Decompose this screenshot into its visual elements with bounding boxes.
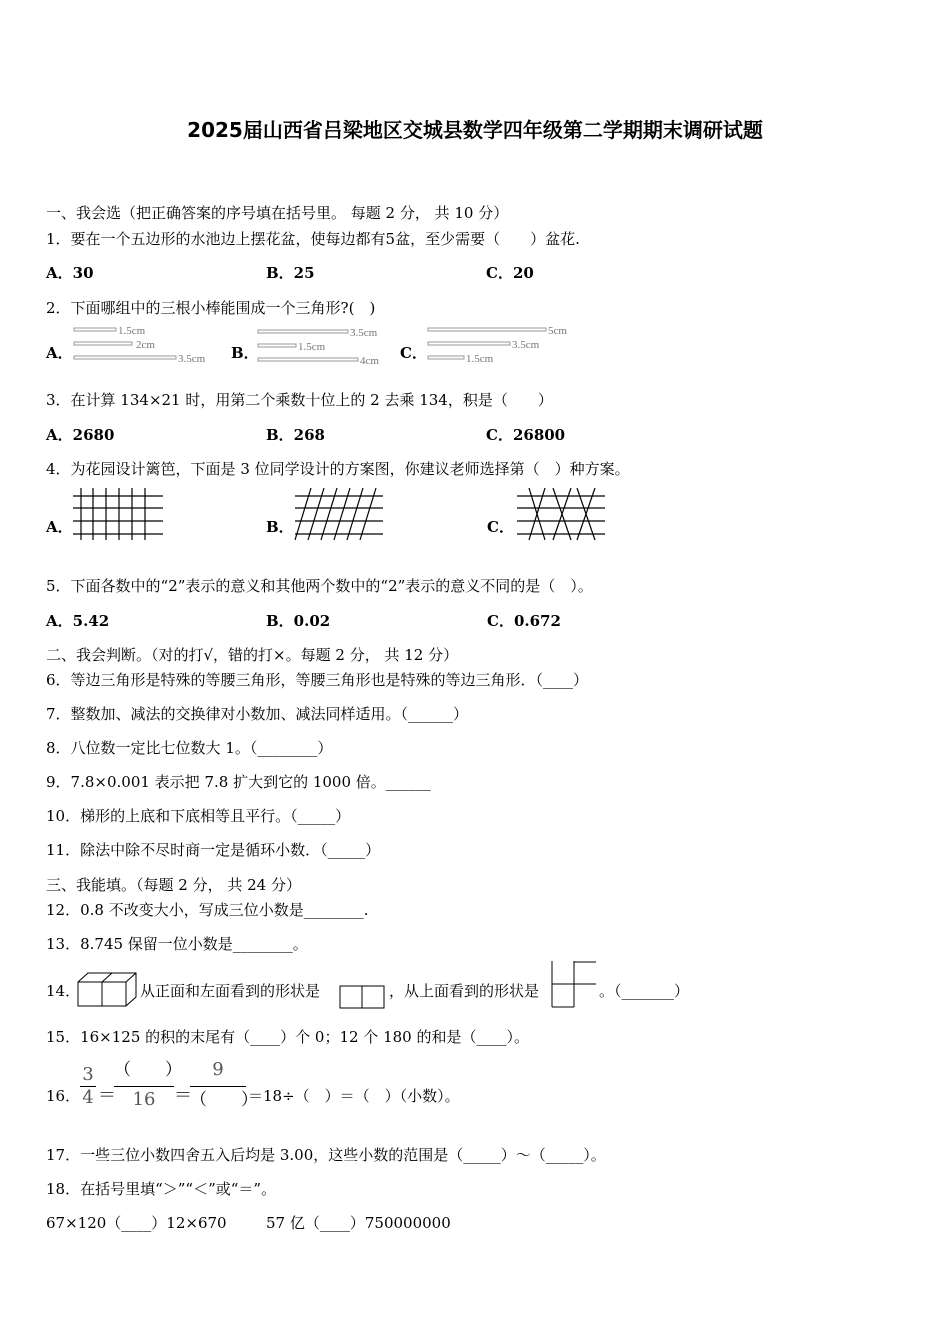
q2-c-label-2: 3.5cm	[512, 339, 540, 351]
q2-b-label-2: 1.5cm	[298, 341, 326, 353]
q2-a-label-1: 1.5cm	[118, 325, 146, 337]
q1-option-b: B．25	[266, 264, 315, 282]
question-9: 9．7.8×0.001 表示把 7.8 扩大到它的 1000 倍。______	[46, 773, 431, 791]
fraction-2	[114, 1058, 182, 1113]
section-2-heading: 二、我会判断。（对的打√，错的打×。每题 2 分， 共 12 分）	[46, 646, 459, 664]
q2-sticks-c	[426, 324, 586, 366]
q4-option-b: B．	[266, 518, 294, 536]
q4-option-c: C．	[487, 518, 514, 536]
question-7: 7．整数加、减法的交换律对小数加、减法同样适用。（______）	[46, 705, 469, 723]
front-view-shape	[339, 985, 387, 1009]
q2-b-label-3: 4cm	[360, 355, 379, 367]
question-6: 6．等边三角形是特殊的等腰三角形，等腰三角形也是特殊的等边三角形．（____）	[46, 671, 589, 689]
q2-c-label-3: 1.5cm	[466, 353, 494, 365]
q3-option-c: C．26800	[486, 426, 566, 444]
question-8: 8．八位数一定比七位数大 1。（________）	[46, 739, 333, 757]
fraction-1-numerator: 3	[82, 1064, 94, 1085]
question-4: 4．为花园设计篱笆，下面是 3 位同学设计的方案图，你建议老师选择第（ ）种方案。	[46, 460, 630, 478]
q1-option-a: A．30	[46, 264, 94, 282]
q2-c-label-1: 5cm	[548, 325, 567, 337]
fraction-1	[80, 1064, 96, 1109]
fraction-3	[190, 1058, 258, 1113]
q16-equals-2: ＝	[174, 1085, 192, 1106]
q16-number: 16．	[46, 1087, 81, 1105]
q2-sticks-b	[256, 326, 396, 368]
question-3: 3．在计算 134×21 时，用第二个乘数十位上的 2 去乘 134，积是（ ）	[46, 391, 553, 409]
q2-option-c: C．	[400, 344, 427, 362]
question-18: 18．在括号里填“＞”“＜”或“＝”。	[46, 1180, 277, 1198]
q14-text-1: 从正面和左面看到的形状是	[140, 982, 321, 1000]
question-12: 12．0.8 不改变大小，写成三位小数是________.	[46, 901, 369, 919]
q1-option-c: C．20	[486, 264, 534, 282]
q2-a-label-2: 2cm	[136, 339, 155, 351]
q4-option-a: A．	[46, 518, 73, 536]
q2-option-b: B．	[231, 344, 259, 362]
q3-option-a: A．2680	[46, 426, 115, 444]
fraction-3-numerator: 9	[212, 1059, 224, 1080]
fraction-3-denominator: （ ）	[190, 1090, 258, 1110]
q2-b-label-1: 3.5cm	[350, 327, 378, 339]
q16-equals-1: ＝	[98, 1085, 116, 1106]
question-17: 17．一些三位小数四舍五入后均是 3.00，这些小数的范围是（_____）～（_____）。	[46, 1146, 606, 1164]
q2-option-a: A．	[46, 344, 73, 362]
question-11: 11．除法中除不尽时商一定是循环小数．（_____）	[46, 841, 381, 859]
question-10: 10．梯形的上底和下底相等且平行。（_____）	[46, 807, 351, 825]
question-5: 5．下面各数中的“2”表示的意义和其他两个数中的“2”表示的意义不同的是（ ）。	[46, 577, 593, 595]
fence-design-c	[515, 488, 607, 540]
q5-option-a: A．5.42	[46, 612, 110, 630]
fraction-2-denominator: 16	[132, 1089, 156, 1110]
q3-option-b: B．268	[266, 426, 325, 444]
q5-option-c: C．0.672	[487, 612, 561, 630]
section-1-heading: 一、我会选（把正确答案的序号填在括号里。 每题 2 分， 共 10 分）	[46, 204, 509, 222]
question-13: 13．8.745 保留一位小数是________。	[46, 935, 308, 953]
fraction-1-denominator: 4	[82, 1087, 94, 1108]
fence-design-a	[73, 488, 165, 540]
page-title: 2025届山西省吕梁地区交城县数学四年级第二学期期末调研试题	[187, 118, 763, 142]
q14-number: 14．	[46, 982, 81, 1000]
q5-option-b: B．0.02	[266, 612, 331, 630]
q14-text-3: 。（_______）	[599, 982, 690, 1000]
q2-a-label-3: 3.5cm	[178, 353, 206, 365]
fence-design-b	[293, 488, 385, 540]
q16-rest: ＝18÷（ ）＝（ ）（小数）。	[248, 1087, 460, 1105]
question-15: 15．16×125 的积的末尾有（____）个 0；12 个 180 的和是（____）。	[46, 1028, 529, 1046]
question-1: 1．要在一个五边形的水池边上摆花盆，使每边都有5盆，至少需要（ ）盆花.	[46, 230, 580, 248]
fraction-2-numerator: （ ）	[114, 1060, 182, 1080]
section-3-heading: 三、我能填。（每题 2 分， 共 24 分）	[46, 876, 301, 894]
cube-stack-figure	[76, 970, 138, 1010]
top-view-shape	[550, 961, 600, 1009]
q2-sticks-a	[72, 324, 222, 366]
q18-comparison-2: 57 亿（____）750000000	[266, 1214, 451, 1232]
q18-comparison-1: 67×120（____）12×670	[46, 1214, 227, 1232]
question-2: 2．下面哪组中的三根小棒能围成一个三角形?( )	[46, 299, 376, 317]
q14-text-2: ，从上面看到的形状是	[389, 982, 540, 1000]
